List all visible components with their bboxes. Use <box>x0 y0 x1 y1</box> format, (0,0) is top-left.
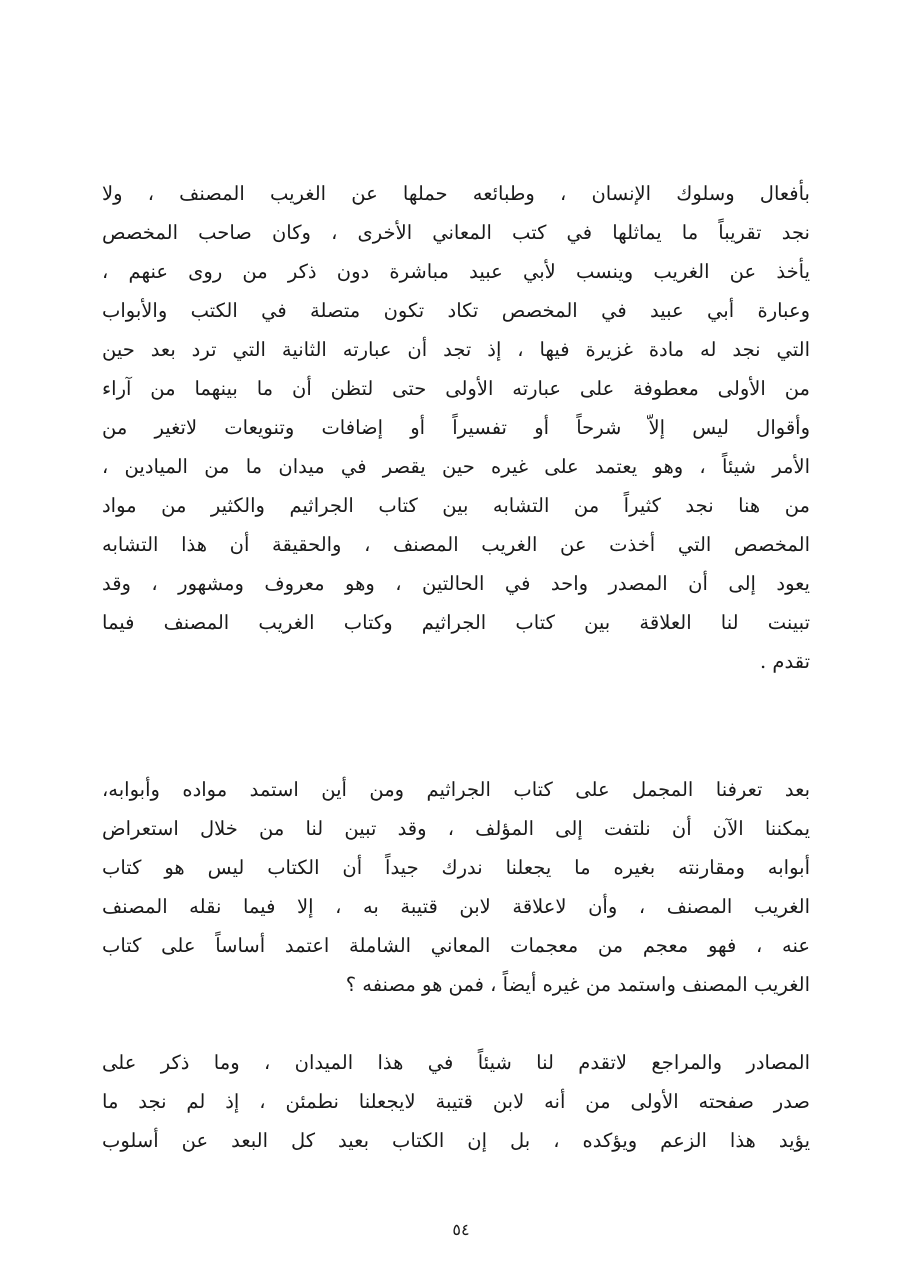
text-line: المخصص التي أخذت عن الغريب المصنف ، والحقيقة أن هذا التشابه <box>102 533 810 556</box>
text-line: المصادر والمراجع لاتقدم لنا شيئاً في هذا الميدان ، وما ذكر على <box>102 1051 810 1074</box>
text-line: تقدم . <box>760 650 810 673</box>
text-line: الأمر شيئاً ، وهو يعتمد على غيره حين يقصر في ميدان ما من الميادين ، <box>102 455 810 478</box>
text-line: يمكننا الآن أن نلتفت إلى المؤلف ، وقد تبين لنا من خلال استعراض <box>102 817 810 840</box>
text-line: بأفعال وسلوك الإنسان ، وطبائعه حملها عن الغريب المصنف ، ولا <box>102 182 810 205</box>
text-line: بعد تعرفنا المجمل على كتاب الجراثيم ومن أين استمد مواده وأبوابه، <box>102 778 810 801</box>
text-line: أبوابه ومقارنته بغيره ما يجعلنا ندرك جيداً أن الكتاب ليس هو كتاب <box>102 856 810 879</box>
text-line: يؤيد هذا الزعم ويؤكده ، بل إن الكتاب بعيد كل البعد عن أسلوب <box>102 1129 810 1152</box>
paragraph-1 <box>102 174 810 681</box>
text-line: يعود إلى أن المصدر واحد في الحالتين ، وهو معروف ومشهور ، وقد <box>102 572 810 595</box>
paragraph-2 <box>102 770 810 1004</box>
text-line: عنه ، فهو معجم من معجمات المعاني الشاملة اعتمد أساساً على كتاب <box>102 934 810 957</box>
paragraph-3 <box>102 1043 810 1160</box>
page-number: ٥٤ <box>452 1220 470 1239</box>
text-line: صدر صفحته الأولى من أنه لابن قتيبة لايجعلنا نطمئن ، إذ لم نجد ما <box>102 1090 810 1113</box>
text-line: من هنا نجد كثيراً من التشابه بين كتاب الجراثيم والكثير من مواد <box>102 494 810 517</box>
text-line: الغريب المصنف ، وأن لاعلاقة لابن قتيبة به ، إلا فيما نقله المصنف <box>102 895 810 918</box>
text-line: وأقوال ليس إلاّ شرحاً أو تفسيراً أو إضافات وتنويعات لاتغير من <box>102 416 810 439</box>
text-line: يأخذ عن الغريب وينسب لأبي عبيد مباشرة دون ذكر من روى عنهم ، <box>102 260 810 283</box>
text-line: نجد تقريباً ما يماثلها في كتب المعاني الأخرى ، وكان صاحب المخصص <box>102 221 810 244</box>
text-line: وعبارة أبي عبيد في المخصص تكاد تكون متصلة في الكتب والأبواب <box>102 299 810 322</box>
text-line: من الأولى معطوفة على عبارته الأولى حتى لتظن أن ما بينهما من آراء <box>102 377 810 400</box>
text-line: الغريب المصنف واستمد من غيره أيضاً ، فمن هو مصنفه ؟ <box>345 973 810 996</box>
text-line: التي نجد له مادة غزيرة فيها ، إذ تجد أن عبارته الثانية التي ترد بعد حين <box>102 338 810 361</box>
text-line: تبينت لنا العلاقة بين كتاب الجراثيم وكتاب الغريب المصنف فيما <box>102 611 810 634</box>
